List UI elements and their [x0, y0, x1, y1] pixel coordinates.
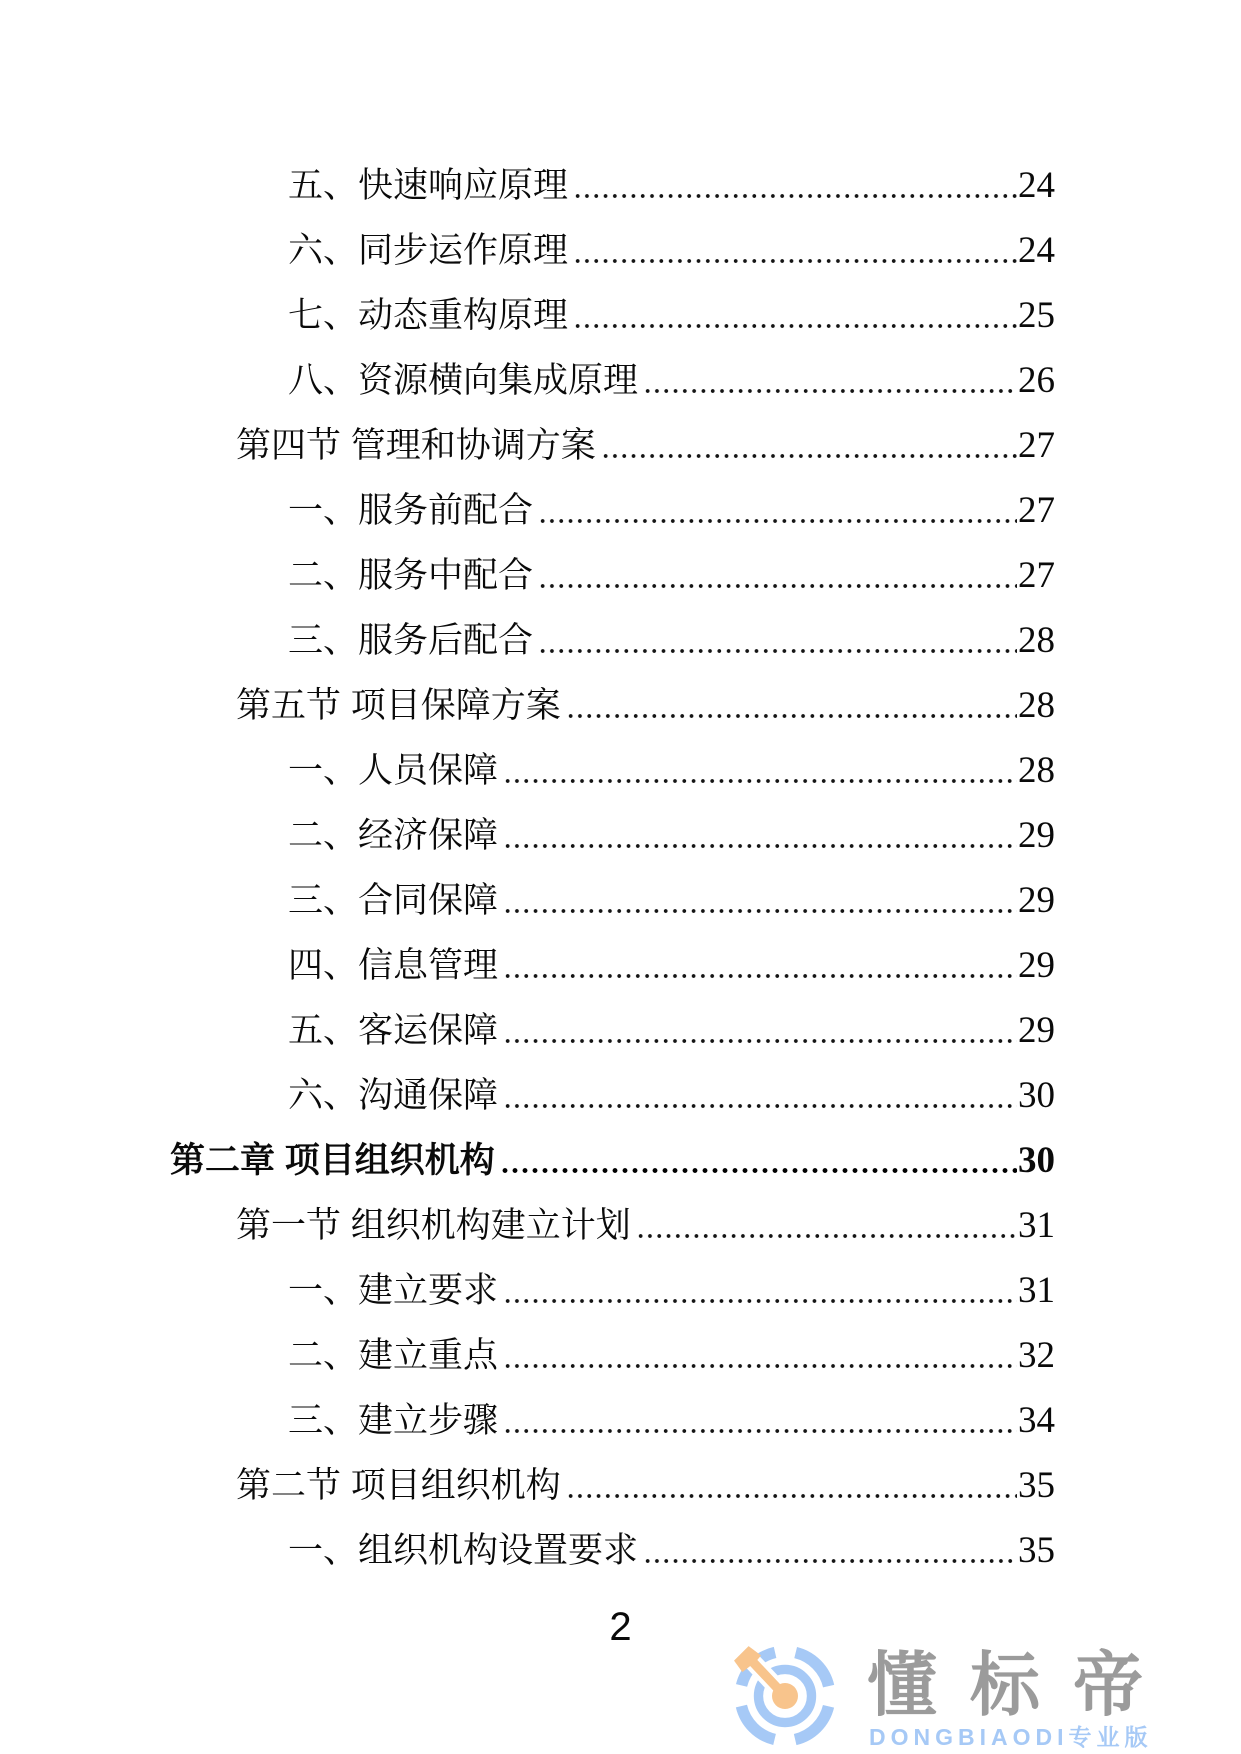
- toc-entry[interactable]: [170, 998, 1055, 1063]
- toc-entry-label: 第二章 项目组织机构: [170, 1141, 495, 1180]
- toc-dot-leader: [643, 1533, 1017, 1568]
- toc-entry-page-number: 34: [1018, 1400, 1055, 1441]
- toc-entry[interactable]: [170, 803, 1055, 868]
- toc-entry-label: 六、沟通保障: [288, 1076, 499, 1115]
- toc-entry-label: 六、同步运作原理: [288, 231, 569, 270]
- toc-dot-leader: [573, 168, 1017, 203]
- watermark-brand-subtitle: DONGBIAODI专业版: [869, 1724, 1153, 1750]
- toc-entry-page-number: 24: [1018, 230, 1055, 271]
- toc-entry-page-number: 31: [1018, 1205, 1055, 1246]
- dongbiaodi-target-logo-icon: [733, 1644, 837, 1748]
- toc-entry-page-number: 27: [1018, 490, 1055, 531]
- toc-entry-page-number: 30: [1018, 1140, 1055, 1181]
- toc-entry-label: 第五节 项目保障方案: [236, 686, 561, 725]
- toc-entry-label: 第二节 项目组织机构: [236, 1466, 561, 1505]
- toc-entry[interactable]: [170, 283, 1055, 348]
- toc-dot-leader: [573, 233, 1017, 268]
- watermark: [733, 1638, 1241, 1754]
- toc-entry-page-number: 26: [1018, 360, 1055, 401]
- toc-entry[interactable]: [170, 1193, 1055, 1258]
- toc-entry[interactable]: [170, 673, 1055, 738]
- toc-entry-label: 一、服务前配合: [288, 491, 534, 530]
- toc-entry-page-number: 29: [1018, 1010, 1055, 1051]
- toc-entry[interactable]: [170, 348, 1055, 413]
- toc-dot-leader: [503, 1403, 1017, 1438]
- toc-dot-leader: [503, 1078, 1017, 1113]
- toc-dot-leader: [538, 493, 1017, 528]
- toc-entry-page-number: 27: [1018, 425, 1055, 466]
- toc-entry-page-number: 32: [1018, 1335, 1055, 1376]
- toc-entry[interactable]: [170, 1518, 1055, 1583]
- toc-dot-leader: [503, 753, 1017, 788]
- toc-entry[interactable]: [170, 543, 1055, 608]
- table-of-contents: [170, 153, 1055, 1583]
- toc-entry-label: 四、信息管理: [288, 946, 499, 985]
- toc-entry-label: 第一节 组织机构建立计划: [236, 1206, 631, 1245]
- toc-entry-page-number: 27: [1018, 555, 1055, 596]
- toc-entry-page-number: 35: [1018, 1465, 1055, 1506]
- toc-entry[interactable]: [170, 1453, 1055, 1518]
- toc-dot-leader: [500, 1143, 1017, 1178]
- toc-dot-leader: [643, 363, 1017, 398]
- toc-entry-label: 二、经济保障: [288, 816, 499, 855]
- toc-dot-leader: [636, 1208, 1017, 1243]
- toc-dot-leader: [573, 298, 1017, 333]
- toc-entry[interactable]: [170, 1323, 1055, 1388]
- toc-entry-label: 二、服务中配合: [288, 556, 534, 595]
- toc-dot-leader: [566, 1468, 1017, 1503]
- toc-entry-label: 三、合同保障: [288, 881, 499, 920]
- footer-page-number: 2: [609, 1605, 632, 1649]
- toc-entry-page-number: 31: [1018, 1270, 1055, 1311]
- toc-entry-label: 三、服务后配合: [288, 621, 534, 660]
- toc-dot-leader: [503, 818, 1017, 853]
- toc-entry-page-number: 29: [1018, 945, 1055, 986]
- toc-entry-page-number: 30: [1018, 1075, 1055, 1116]
- toc-dot-leader: [503, 1273, 1017, 1308]
- toc-dot-leader: [503, 1013, 1017, 1048]
- toc-entry[interactable]: [170, 1063, 1055, 1128]
- toc-entry-label: 八、资源横向集成原理: [288, 361, 639, 400]
- toc-entry-page-number: 24: [1018, 165, 1055, 206]
- toc-entry-label: 七、动态重构原理: [288, 296, 569, 335]
- toc-entry[interactable]: [170, 478, 1055, 543]
- toc-entry[interactable]: [170, 218, 1055, 283]
- toc-entry[interactable]: [170, 738, 1055, 803]
- toc-entry-label: 一、组织机构设置要求: [288, 1531, 639, 1570]
- toc-entry-page-number: 28: [1018, 750, 1055, 791]
- toc-entry-page-number: 28: [1018, 685, 1055, 726]
- toc-entry[interactable]: [170, 153, 1055, 218]
- toc-entry-label: 第四节 管理和协调方案: [236, 426, 596, 465]
- toc-entry[interactable]: [170, 608, 1055, 673]
- toc-entry[interactable]: [170, 933, 1055, 998]
- toc-entry-label: 五、快速响应原理: [288, 166, 569, 205]
- toc-dot-leader: [503, 883, 1017, 918]
- toc-entry-page-number: 25: [1018, 295, 1055, 336]
- toc-entry[interactable]: [170, 1128, 1055, 1193]
- toc-entry-label: 五、客运保障: [288, 1011, 499, 1050]
- toc-entry-page-number: 29: [1018, 880, 1055, 921]
- toc-entry-label: 一、建立要求: [288, 1271, 499, 1310]
- toc-entry-page-number: 28: [1018, 620, 1055, 661]
- toc-entry[interactable]: [170, 1388, 1055, 1453]
- toc-entry-page-number: 29: [1018, 815, 1055, 856]
- toc-entry[interactable]: [170, 413, 1055, 478]
- toc-entry-label: 一、人员保障: [288, 751, 499, 790]
- toc-dot-leader: [503, 1338, 1017, 1373]
- toc-entry-label: 三、建立步骤: [288, 1401, 499, 1440]
- toc-dot-leader: [601, 428, 1017, 463]
- toc-entry-label: 二、建立重点: [288, 1336, 499, 1375]
- watermark-brand-name: 懂标帝: [867, 1646, 1176, 1724]
- toc-dot-leader: [538, 623, 1017, 658]
- toc-dot-leader: [503, 948, 1017, 983]
- toc-dot-leader: [538, 558, 1017, 593]
- toc-entry-page-number: 35: [1018, 1530, 1055, 1571]
- toc-dot-leader: [566, 688, 1017, 723]
- toc-entry[interactable]: [170, 1258, 1055, 1323]
- toc-entry[interactable]: [170, 868, 1055, 933]
